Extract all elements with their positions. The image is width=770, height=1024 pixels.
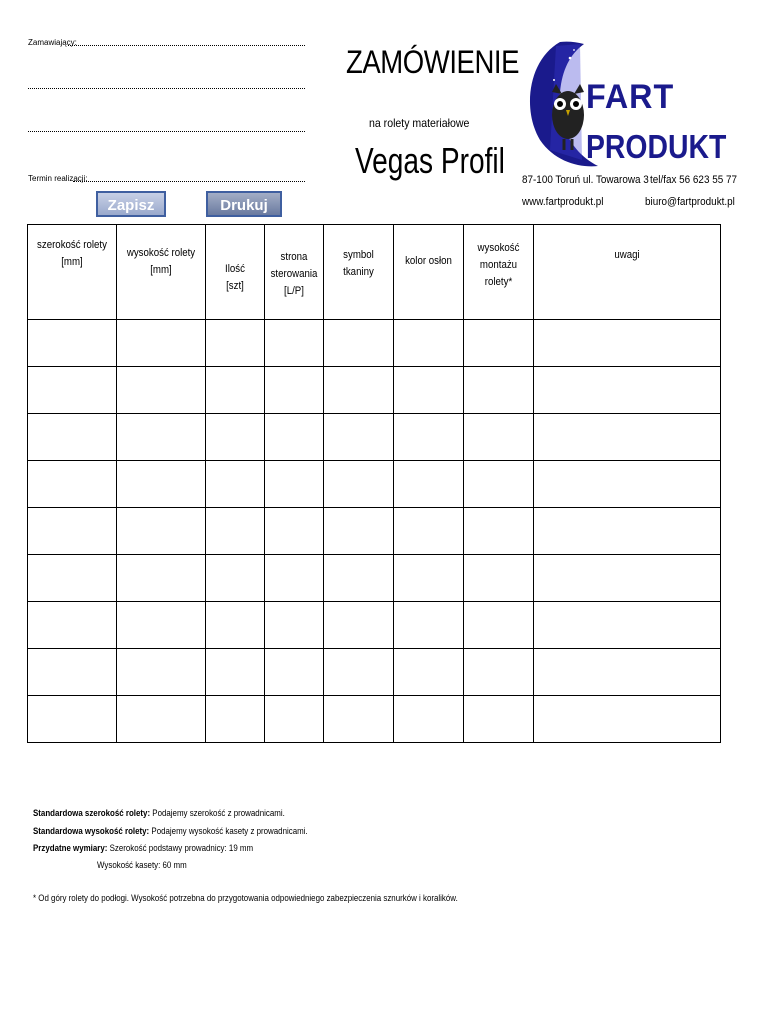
note-standard-height xyxy=(33,826,308,836)
table-cell-input[interactable] xyxy=(394,320,464,367)
table-cell-input[interactable] xyxy=(534,367,721,414)
product-name: Vegas Profil xyxy=(355,140,505,181)
logo-text-produkt: PRODUKT xyxy=(586,128,727,165)
note-cassette-height: Wysokość kasety: 60 mm xyxy=(97,860,187,870)
table-cell-input[interactable] xyxy=(324,414,394,461)
table-cell-input[interactable] xyxy=(464,555,534,602)
table-cell-input[interactable] xyxy=(28,320,117,367)
table-cell-input[interactable] xyxy=(464,320,534,367)
table-cell-input[interactable] xyxy=(117,414,206,461)
customer-field-line-2[interactable] xyxy=(28,88,305,89)
table-cell-input[interactable] xyxy=(324,461,394,508)
table-cell-input[interactable] xyxy=(265,508,324,555)
table-cell-input[interactable] xyxy=(394,414,464,461)
table-cell-input[interactable] xyxy=(117,649,206,696)
column-header-line: kolor osłon xyxy=(405,255,452,267)
table-cell-input[interactable] xyxy=(324,320,394,367)
table-cell-input[interactable] xyxy=(206,320,265,367)
table-row xyxy=(28,414,721,461)
table-cell-input[interactable] xyxy=(206,367,265,414)
page-subtitle: na rolety materiałowe xyxy=(369,116,470,130)
table-cell-input[interactable] xyxy=(324,602,394,649)
column-header xyxy=(534,225,721,320)
table-cell-input[interactable] xyxy=(324,555,394,602)
table-cell-input[interactable] xyxy=(394,649,464,696)
column-header-line: [mm] xyxy=(150,264,172,276)
table-cell-input[interactable] xyxy=(534,649,721,696)
table-cell-input[interactable] xyxy=(394,602,464,649)
column-header-line: wysokość xyxy=(477,242,520,254)
column-header xyxy=(324,225,394,320)
footnote: * Od góry rolety do podłogi. Wysokość potrzebna do przygotowania odpowiedniego zabezpieczenia sznurków i koralików. xyxy=(33,893,458,903)
table-cell-input[interactable] xyxy=(265,320,324,367)
table-cell-input[interactable] xyxy=(206,555,265,602)
table-row xyxy=(28,602,721,649)
table-cell-input[interactable] xyxy=(28,696,117,743)
note-dimensions xyxy=(33,843,253,853)
note-text: Podajemy szerokość z prowadnicami. xyxy=(152,808,285,818)
note-text: Podajemy wysokość kasety z prowadnicami. xyxy=(151,826,308,836)
table-cell-input[interactable] xyxy=(265,555,324,602)
table-cell-input[interactable] xyxy=(394,461,464,508)
column-header-line: sterowania xyxy=(270,268,318,280)
table-cell-input[interactable] xyxy=(117,602,206,649)
table-row xyxy=(28,649,721,696)
table-cell-input[interactable] xyxy=(534,555,721,602)
company-logo xyxy=(520,40,730,172)
table-cell-input[interactable] xyxy=(464,508,534,555)
note-label: Przydatne wymiary: xyxy=(33,843,108,853)
table-cell-input[interactable] xyxy=(324,508,394,555)
table-cell-input[interactable] xyxy=(394,696,464,743)
company-email[interactable]: biuro@fartprodukt.pl xyxy=(645,196,735,208)
table-cell-input[interactable] xyxy=(28,649,117,696)
table-row xyxy=(28,367,721,414)
table-cell-input[interactable] xyxy=(28,414,117,461)
column-header-line: symbol tkaniny xyxy=(343,249,374,278)
note-label: Standardowa wysokość rolety: xyxy=(33,826,150,836)
customer-field-line-1[interactable] xyxy=(68,45,305,46)
table-cell-input[interactable] xyxy=(464,367,534,414)
table-row xyxy=(28,320,721,367)
table-row xyxy=(28,461,721,508)
table-cell-input[interactable] xyxy=(117,508,206,555)
customer-field-line-3[interactable] xyxy=(28,131,305,132)
column-header xyxy=(117,225,206,320)
column-header-line: strona xyxy=(280,251,308,263)
table-cell-input[interactable] xyxy=(265,367,324,414)
column-header xyxy=(28,225,117,320)
table-row xyxy=(28,696,721,743)
company-website[interactable]: www.fartprodukt.pl xyxy=(522,196,604,208)
note-standard-width xyxy=(33,808,285,818)
table-cell-input[interactable] xyxy=(464,696,534,743)
table-row xyxy=(28,555,721,602)
table-cell-input[interactable] xyxy=(28,602,117,649)
customer-label: Zamawiający: xyxy=(28,38,77,47)
company-address: 87-100 Toruń ul. Towarowa 3 xyxy=(522,174,649,186)
column-header xyxy=(394,225,464,320)
table-cell-input[interactable] xyxy=(265,696,324,743)
column-header-line: wysokość rolety xyxy=(126,247,196,259)
table-cell-input[interactable] xyxy=(324,367,394,414)
print-button[interactable]: Drukuj xyxy=(206,191,282,217)
page-title: ZAMÓWIENIE xyxy=(346,44,520,80)
table-cell-input[interactable] xyxy=(206,508,265,555)
column-header-line: rolety* xyxy=(484,276,513,288)
table-cell-input[interactable] xyxy=(206,696,265,743)
table-cell-input[interactable] xyxy=(117,320,206,367)
logo-text-fart: FART xyxy=(586,78,675,116)
table-cell-input[interactable] xyxy=(265,461,324,508)
deadline-label: Termin realizacji: xyxy=(28,174,88,183)
column-header xyxy=(265,225,324,320)
column-header-line: [mm] xyxy=(61,256,83,268)
table-cell-input[interactable] xyxy=(464,461,534,508)
table-cell-input[interactable] xyxy=(117,367,206,414)
company-phone: tel/fax 56 623 55 77 xyxy=(650,174,737,186)
table-cell-input[interactable] xyxy=(265,414,324,461)
table-cell-input[interactable] xyxy=(534,508,721,555)
table-cell-input[interactable] xyxy=(534,696,721,743)
save-button[interactable]: Zapisz xyxy=(96,191,166,217)
column-header xyxy=(206,225,265,320)
note-text: Szerokość podstawy prowadnicy: 19 mm xyxy=(109,843,254,853)
table-cell-input[interactable] xyxy=(534,320,721,367)
table-cell-input[interactable] xyxy=(464,602,534,649)
table-row xyxy=(28,508,721,555)
table-cell-input[interactable] xyxy=(534,602,721,649)
table-cell-input[interactable] xyxy=(206,649,265,696)
table-cell-input[interactable] xyxy=(464,649,534,696)
table-cell-input[interactable] xyxy=(28,555,117,602)
table-cell-input[interactable] xyxy=(206,414,265,461)
column-header-line: uwagi xyxy=(614,249,640,261)
column-header-line: szerokość rolety xyxy=(37,239,107,251)
table-cell-input[interactable] xyxy=(394,555,464,602)
table-cell-input[interactable] xyxy=(265,649,324,696)
table-cell-input[interactable] xyxy=(394,508,464,555)
table-cell-input[interactable] xyxy=(117,555,206,602)
deadline-field-line[interactable] xyxy=(73,181,305,182)
column-header xyxy=(464,225,534,320)
table-cell-input[interactable] xyxy=(534,414,721,461)
table-cell-input[interactable] xyxy=(28,367,117,414)
table-cell-input[interactable] xyxy=(117,696,206,743)
table-cell-input[interactable] xyxy=(28,461,117,508)
column-header-line: [szt] xyxy=(226,280,244,292)
table-cell-input[interactable] xyxy=(28,508,117,555)
table-cell-input[interactable] xyxy=(206,602,265,649)
column-header-line: Ilość xyxy=(225,263,245,275)
table-cell-input[interactable] xyxy=(206,461,265,508)
table-cell-input[interactable] xyxy=(394,367,464,414)
column-header-line: [L/P] xyxy=(284,285,304,297)
table-cell-input[interactable] xyxy=(534,461,721,508)
table-cell-input[interactable] xyxy=(117,461,206,508)
table-header-row xyxy=(28,225,721,320)
table-cell-input[interactable] xyxy=(265,602,324,649)
table-cell-input[interactable] xyxy=(324,649,394,696)
note-label: Standardowa szerokość rolety: xyxy=(33,808,151,818)
order-table xyxy=(27,224,721,743)
table-cell-input[interactable] xyxy=(324,696,394,743)
column-header-line: montażu xyxy=(479,259,518,271)
table-cell-input[interactable] xyxy=(464,414,534,461)
